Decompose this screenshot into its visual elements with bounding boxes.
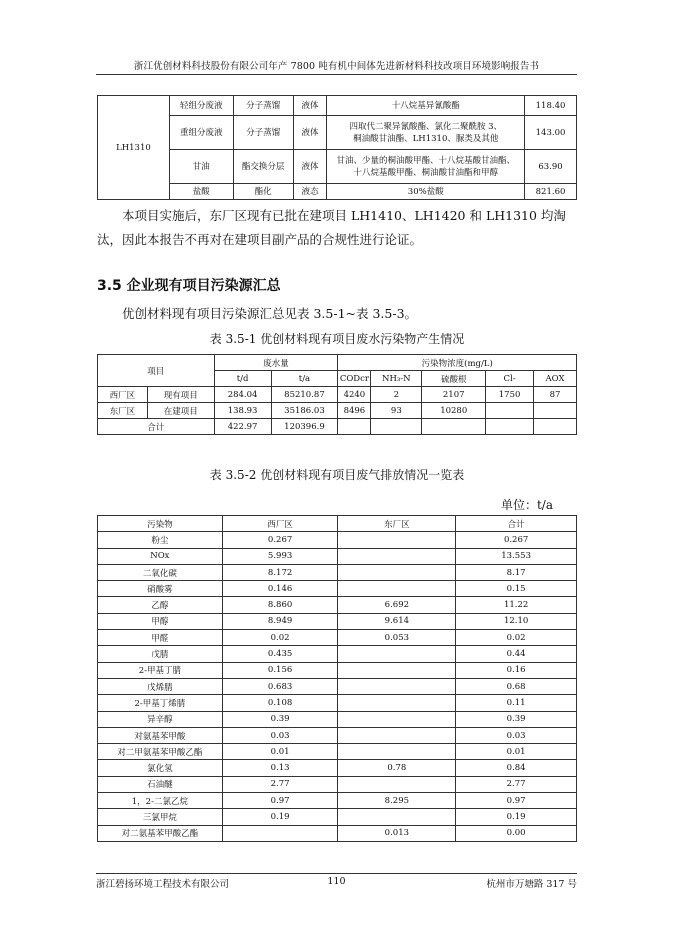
cell-pollutant: 戊烯腈 [98,678,223,694]
table-row [98,727,577,743]
byproduct-components [327,116,525,150]
cell-west: 8.949 [222,613,338,629]
cell-ta: 35186.03 [271,403,338,419]
header-aox: AOX [534,371,577,387]
cell-type: 在建项目 [147,403,214,419]
cell-west: 0.156 [222,662,338,678]
byproduct-form: 液体 [293,116,327,150]
cell-nh3: 2 [371,387,422,403]
water-table-caption: 表 3.5-1 优创材料现有项目废水污染物产生情况 [209,332,465,346]
header-ta: t/a [271,371,338,387]
byproduct-form: 液态 [293,184,327,200]
cell-west: 0.267 [222,532,338,548]
cell-east [338,776,456,792]
group-label: LH1310 [98,96,170,200]
cell-total: 0.84 [456,760,577,776]
cell-east: 0.78 [338,760,456,776]
cell-east: 0.013 [338,825,456,841]
cell-total: 0.68 [456,678,577,694]
page-number: 110 [327,876,346,887]
cell-pollutant: 二氧化碳 [98,564,223,580]
header-pollutant: 污染物 [98,516,223,532]
cell-pollutant: 2-甲基丁烯腈 [98,695,223,711]
cell-pollutant: 甲醛 [98,630,223,646]
cell-east: 9.614 [338,613,456,629]
cell-east [338,532,456,548]
cell-cl [486,403,534,419]
cell-total: 0.01 [456,744,577,760]
cell-east [338,581,456,597]
cell-east [338,662,456,678]
cell-total: 0.02 [456,630,577,646]
table-row [98,662,577,678]
total-label: 合计 [98,419,215,435]
cell-west: 0.146 [222,581,338,597]
cell-total: 11.22 [456,597,577,613]
cell-td: 138.93 [214,403,271,419]
cell-east [338,711,456,727]
table-row [98,630,577,646]
cell-pollutant: 对二甲氨基苯甲酸乙酯 [98,744,223,760]
table-row [98,793,577,809]
cell-east [338,809,456,825]
section-title: 3.5 企业现有项目污染源汇总 [97,278,281,294]
cell-west: 2.77 [222,776,338,792]
cell-west: 0.02 [222,630,338,646]
header-cod: CODcr [338,371,371,387]
table-row [98,581,577,597]
components-line: 四取代二聚异氰酸酯、氯化二聚酰胺 3、 [349,121,503,132]
page-header: 浙江优创材料科技股份有限公司年产 7800 吨有机中间体先进新材料科技改项目环境影响报告书 [133,61,540,72]
cell-east [338,564,456,580]
cell-west [222,825,338,841]
cell-pollutant: 对氨基苯甲酸 [98,727,223,743]
byproduct-table [97,95,577,200]
header-sulfate: 硫酸根 [422,371,486,387]
cell-west: 0.97 [222,793,338,809]
byproduct-components: 十八烷基异氰酸酯 [327,96,525,116]
cell-total: 0.16 [456,662,577,678]
cell-aox [534,403,577,419]
cell-pollutant: 2-甲基丁腈 [98,662,223,678]
cell-east [338,548,456,564]
header-rule [96,74,577,75]
cell-total: 8.17 [456,564,577,580]
byproduct-amount: 143.00 [525,116,577,150]
total-td: 422.97 [214,419,271,435]
cell-cod: 8496 [338,403,371,419]
table-row [98,403,577,419]
cell-total: 0.97 [456,793,577,809]
table-row [98,809,577,825]
header-td: t/d [214,371,271,387]
header-concentration: 污染物浓度(mg/L) [338,355,577,371]
cell-total: 0.44 [456,646,577,662]
cell-total: 13.553 [456,548,577,564]
byproduct-process: 分子蒸馏 [233,116,293,150]
byproduct-form: 液体 [293,96,327,116]
cell-east: 0.053 [338,630,456,646]
cell-cod: 4240 [338,387,371,403]
cell-total: 0.11 [456,695,577,711]
table-row [98,695,577,711]
cell-east [338,727,456,743]
cell-pollutant: 异辛醇 [98,711,223,727]
table-row [98,564,577,580]
cell-total: 0.00 [456,825,577,841]
total-ta: 120396.9 [271,419,338,435]
cell-pollutant: 三氯甲烷 [98,809,223,825]
cell-pollutant: 甲醇 [98,613,223,629]
byproduct-process: 酯交换分层 [233,150,293,184]
page-footer [96,876,577,890]
cell-pollutant: 硝酸雾 [98,581,223,597]
byproduct-components: 30%盐酸 [327,184,525,200]
table-row [98,597,577,613]
components-line: 十八烷基酸甲酯、桐油酸甘油酯和甲醇 [353,167,499,178]
table-row [98,548,577,564]
table-row-total [98,419,577,435]
byproduct-process: 酯化 [233,184,293,200]
unit-label: 单位：t/a [500,498,553,512]
cell-area: 西厂区 [98,387,148,403]
footer-address: 杭州市万塘路 317 号 [486,879,577,890]
byproduct-name: 重组分废液 [169,116,233,150]
cell-west: 0.39 [222,711,338,727]
cell-total: 0.267 [456,532,577,548]
cell-west: 8.172 [222,564,338,580]
cell-pollutant: 石油醚 [98,776,223,792]
cell-total: 0.39 [456,711,577,727]
byproduct-process: 分子蒸馏 [233,96,293,116]
wastewater-table [97,354,577,435]
byproduct-name: 轻组分废液 [169,96,233,116]
cell-east [338,678,456,694]
cell-pollutant: NOx [98,548,223,564]
components-line: 桐油酸甘油酯、LH1310、脲类及其他 [353,133,499,144]
cell-west: 0.01 [222,744,338,760]
header-wastewater: 废水量 [214,355,338,371]
cell-pollutant: 1，2-二氯乙烷 [98,793,223,809]
cell-pollutant: 氯化氢 [98,760,223,776]
byproduct-name: 盐酸 [169,184,233,200]
byproduct-amount: 118.40 [525,96,577,116]
table-row [98,387,577,403]
byproduct-amount: 821.60 [525,184,577,200]
table-row [98,711,577,727]
cell-pollutant: 粉尘 [98,532,223,548]
cell-east: 6.692 [338,597,456,613]
cell-sulfate: 10280 [422,403,486,419]
table-row [98,613,577,629]
cell-west: 0.683 [222,678,338,694]
paragraph-1 [97,204,577,252]
header-west: 西厂区 [222,516,338,532]
header-cl: Cl- [486,371,534,387]
cell-nh3: 93 [371,403,422,419]
cell-west: 5.993 [222,548,338,564]
header-total: 合计 [456,516,577,532]
cell-sulfate: 2107 [422,387,486,403]
header-item: 项目 [98,355,215,387]
cell-west: 0.19 [222,809,338,825]
table-row [98,825,577,841]
cell-pollutant: 乙醇 [98,597,223,613]
cell-cl: 1750 [486,387,534,403]
components-line: 甘油、少量的桐油酸甲酯、十八烷基酸甘油酯、 [336,155,516,166]
byproduct-amount: 63.90 [525,150,577,184]
air-emission-table [97,515,577,842]
cell-ta: 85210.87 [271,387,338,403]
cell-west: 8.860 [222,597,338,613]
paragraph-2 [97,302,577,326]
cell-east [338,744,456,760]
paragraph-2-text: 优创材料现有项目污染源汇总见表 3.5-1~表 3.5-3。 [122,306,418,321]
footer-rule [96,873,577,874]
table-row [98,532,577,548]
paragraph-1-text: 本项目实施后，东厂区现有已批在建项目 LH1410、LH1420 和 LH1310 均淘汰，因此本报告不再对在建项目副产品的合规性进行论证。 [97,208,566,247]
cell-aox: 87 [534,387,577,403]
table-row [98,760,577,776]
table-row [98,646,577,662]
table-row [98,744,577,760]
byproduct-components [327,150,525,184]
cell-area: 东厂区 [98,403,148,419]
cell-total: 0.15 [456,581,577,597]
cell-pollutant: 对二氨基苯甲酸乙酯 [98,825,223,841]
cell-east [338,646,456,662]
cell-total: 12.10 [456,613,577,629]
cell-east: 8.295 [338,793,456,809]
cell-west: 0.03 [222,727,338,743]
cell-total: 0.19 [456,809,577,825]
table-row [98,678,577,694]
cell-west: 0.13 [222,760,338,776]
cell-west: 0.108 [222,695,338,711]
cell-west: 0.435 [222,646,338,662]
byproduct-form: 液体 [293,150,327,184]
header-east: 东厂区 [338,516,456,532]
air-table-caption: 表 3.5-2 优创材料现有项目废气排放情况一览表 [209,468,465,482]
byproduct-name: 甘油 [169,150,233,184]
footer-company: 浙江碧扬环境工程技术有限公司 [96,879,230,890]
cell-type: 现有项目 [147,387,214,403]
cell-td: 284.04 [214,387,271,403]
cell-pollutant: 戊腈 [98,646,223,662]
header-nh3: NH₃-N [371,371,422,387]
cell-total: 0.03 [456,727,577,743]
table-row [98,776,577,792]
air-table-body [98,532,577,842]
cell-east [338,695,456,711]
cell-total: 2.77 [456,776,577,792]
